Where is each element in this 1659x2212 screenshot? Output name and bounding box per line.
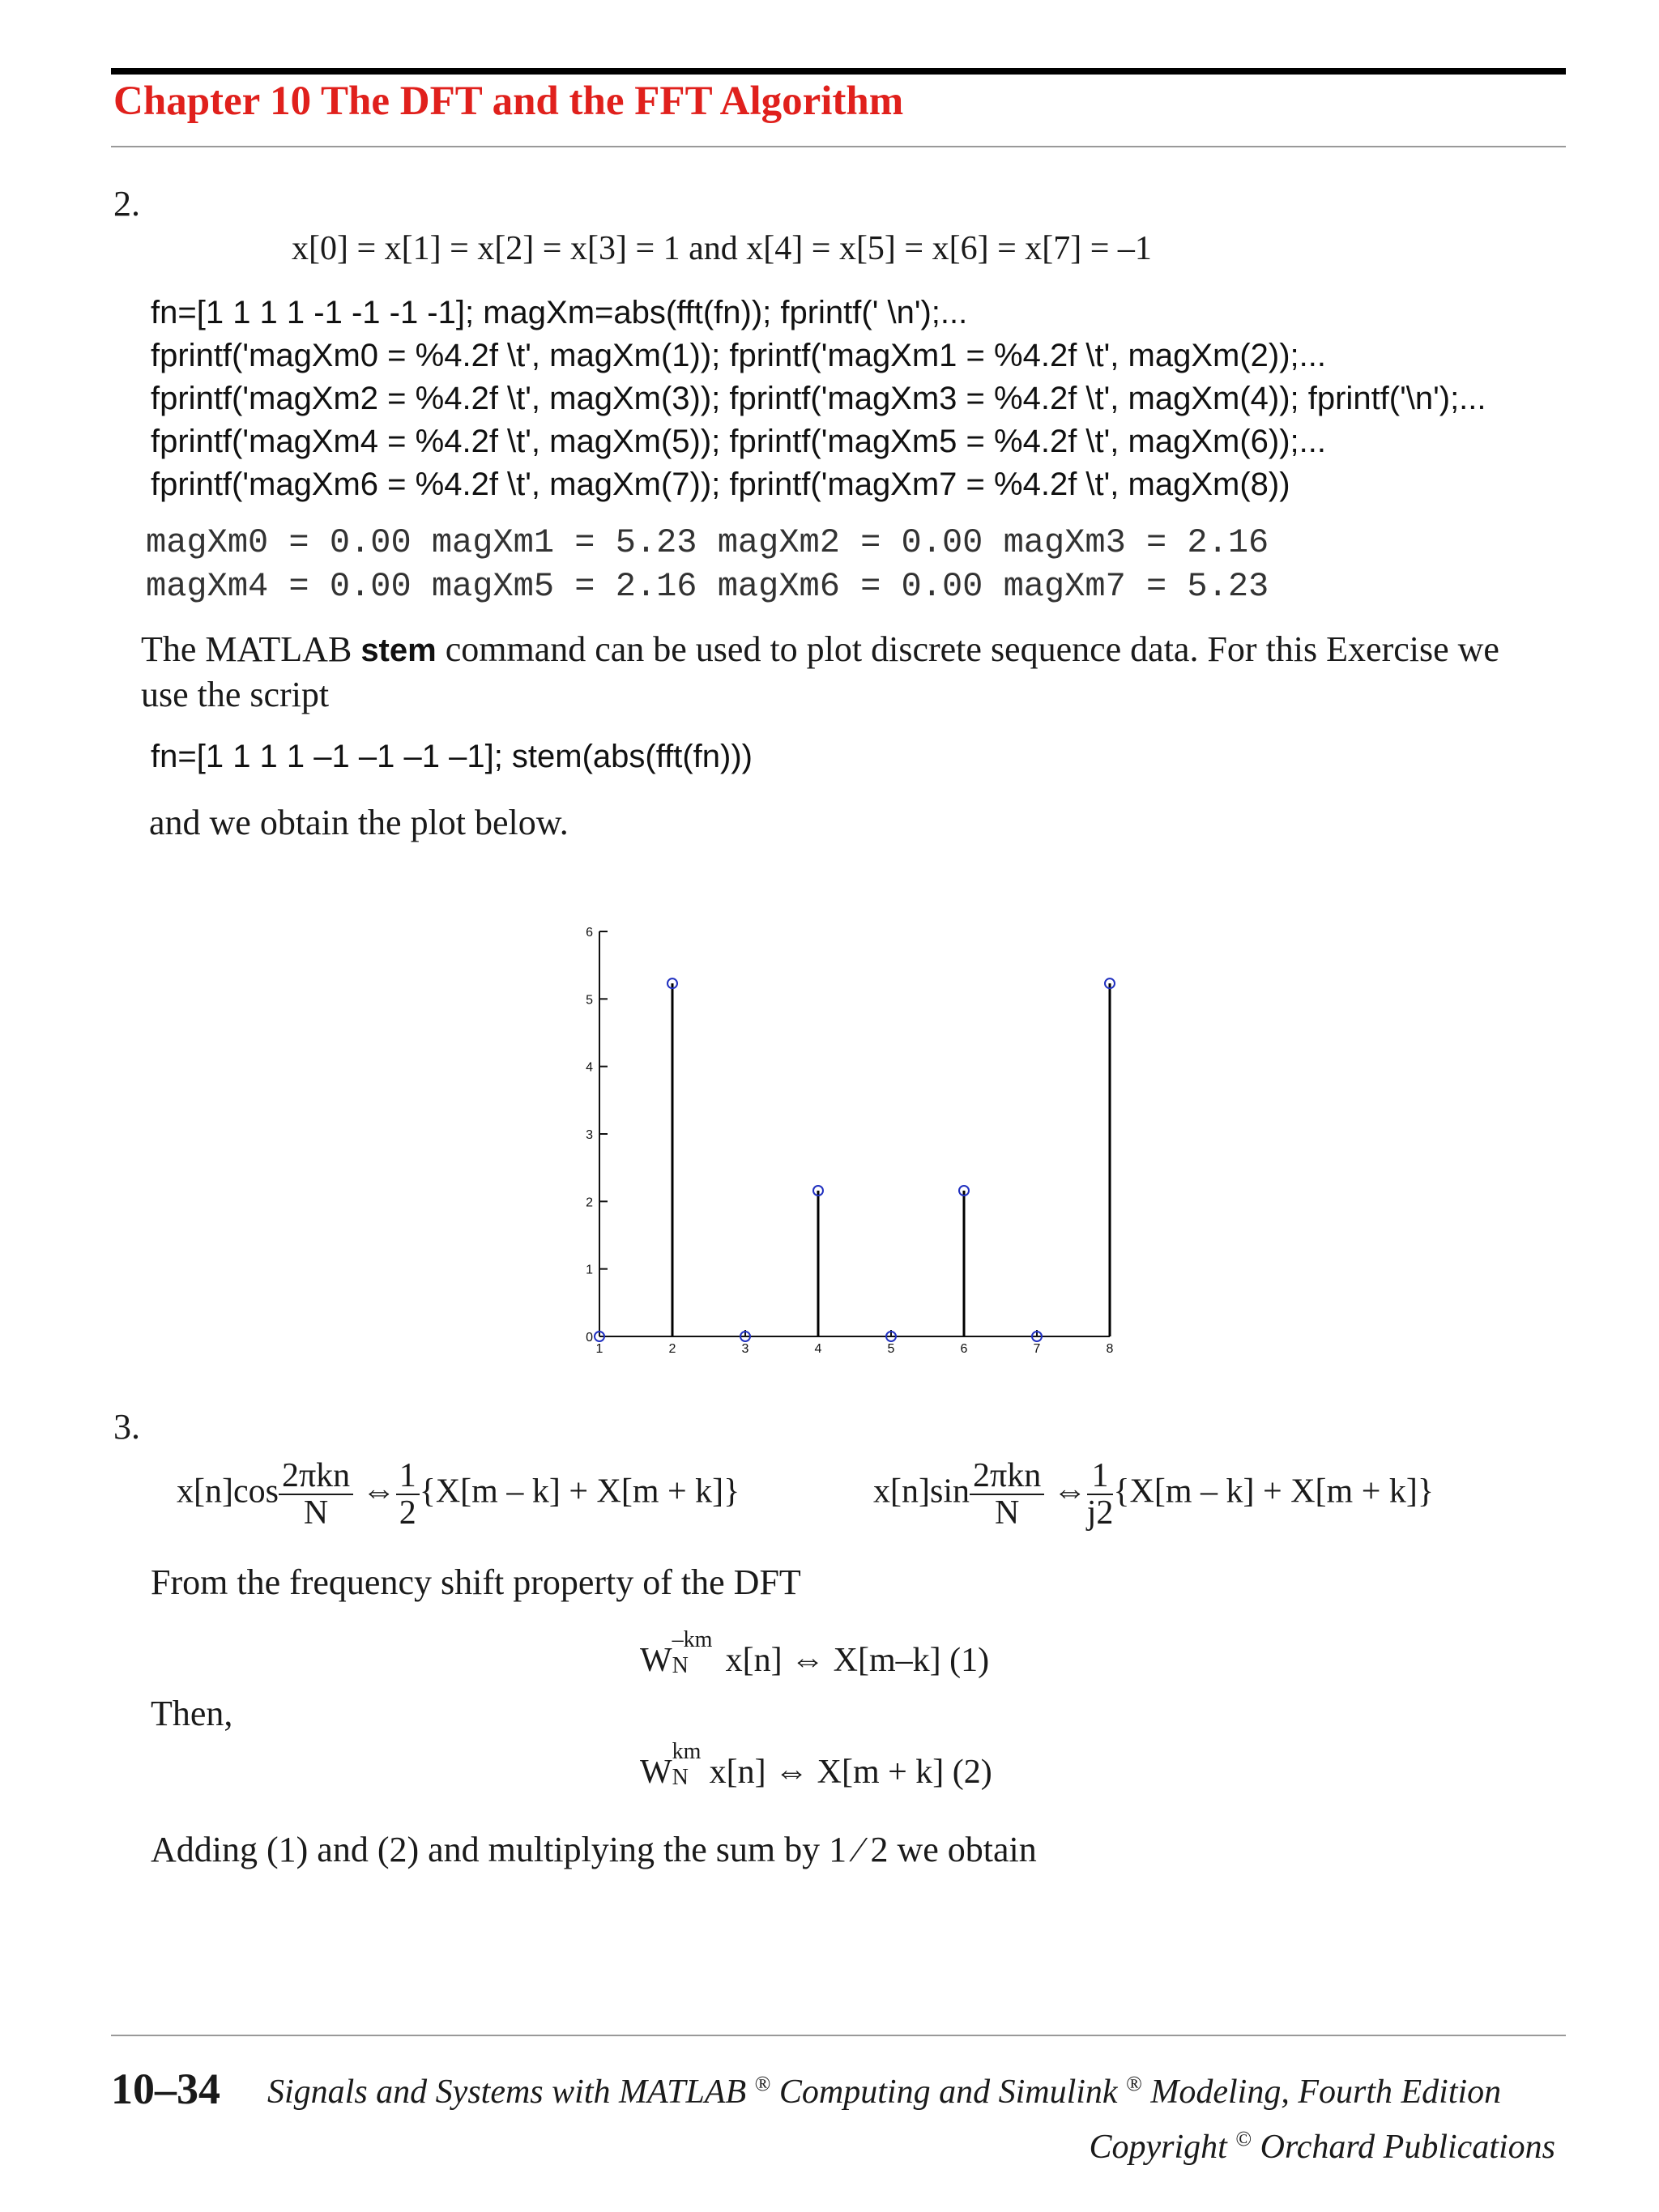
registered-mark: ® — [1126, 2072, 1142, 2095]
fraction-numerator: 2πkn — [970, 1458, 1044, 1495]
sin-lhs: x[n]sin — [873, 1473, 970, 1511]
y-tick-label: 2 — [586, 1196, 593, 1210]
frequency-shift-text: From the frequency shift property of the DFT — [151, 1562, 801, 1602]
stem-description-line-1 — [141, 629, 1499, 670]
stem-plot — [559, 915, 1142, 1369]
cos-modulation-equation — [177, 1458, 740, 1531]
cos-rhs: {X[m – k] + X[m + k]} — [419, 1473, 740, 1511]
then-text: Then, — [151, 1694, 233, 1733]
y-tick-label: 0 — [586, 1331, 593, 1345]
fraction-numerator: 2πkn — [279, 1458, 353, 1495]
w-superscript: km — [672, 1739, 702, 1764]
x-tick-label: 6 — [960, 1342, 968, 1356]
x-tick-label: 4 — [814, 1342, 822, 1356]
sin-fraction — [970, 1458, 1044, 1531]
half-fraction — [396, 1458, 420, 1531]
code-line-5: fprintf('magXm6 = %4.2f \t', magXm(7)); fprintf('magXm7 = %4.2f \t', magXm(8)) — [151, 467, 1290, 502]
text-part: command can be used to plot discrete sequence data. For this Exercise we — [436, 629, 1499, 669]
output-line-1: magXm0 = 0.00 magXm1 = 5.23 magXm2 = 0.00 magXm3 = 2.16 — [146, 523, 1269, 562]
equation-1-rest: x[n] ⇔ X[m–k] (1) — [725, 1642, 990, 1679]
equivalence-arrow: ⇔ — [1052, 1473, 1087, 1511]
x-tick-label: 7 — [1033, 1342, 1041, 1356]
book-title — [267, 2072, 1501, 2112]
x-tick-label: 2 — [668, 1342, 676, 1356]
copyright-line — [1090, 2127, 1556, 2167]
w-indices — [672, 1627, 726, 1678]
cos-lhs: x[n]cos — [177, 1473, 279, 1511]
fraction-denominator: 2 — [399, 1494, 416, 1532]
exercise-number-3: 3. — [113, 1407, 140, 1447]
footer-divider — [111, 2035, 1566, 2036]
title-part: Signals and Systems with MATLAB — [267, 2073, 747, 2111]
equation-2 — [640, 1739, 992, 1792]
title-part: Modeling, Fourth Edition — [1141, 2073, 1502, 2111]
code-line-3: fprintf('magXm2 = %4.2f \t', magXm(3)); fprintf('magXm3 = %4.2f \t', magXm(4)); fprintf('\n');... — [151, 381, 1486, 416]
exercise-number-2: 2. — [113, 184, 140, 224]
page-number: 10–34 — [111, 2065, 220, 2113]
y-tick-label: 1 — [586, 1263, 593, 1277]
w-subscript: N — [672, 1765, 689, 1790]
equivalence-arrow: ⇔ — [361, 1473, 396, 1511]
cos-fraction — [279, 1458, 353, 1531]
header-divider — [111, 146, 1566, 147]
sin-rhs: {X[m – k] + X[m + k]} — [1113, 1473, 1435, 1511]
equation-1 — [640, 1627, 990, 1680]
x-tick-label: 3 — [741, 1342, 749, 1356]
text-part: The MATLAB — [141, 629, 361, 669]
code-line-1: fn=[1 1 1 1 -1 -1 -1 -1]; magXm=abs(fft(fn)); fprintf(' \n');... — [151, 295, 968, 330]
plot-intro-text: and we obtain the plot below. — [149, 803, 569, 842]
w-subscript: N — [672, 1653, 689, 1678]
w-symbol: W — [640, 1642, 672, 1679]
w-indices — [672, 1739, 710, 1790]
top-rule — [111, 68, 1566, 75]
registered-mark: ® — [754, 2072, 771, 2095]
title-part: Computing and Simulink — [770, 2073, 1118, 2111]
chapter-title: Chapter 10 The DFT and the FFT Algorithm — [113, 79, 904, 124]
code-line-4: fprintf('magXm4 = %4.2f \t', magXm(5)); fprintf('magXm5 = %4.2f \t', magXm(6));... — [151, 424, 1326, 459]
adding-text: Adding (1) and (2) and multiplying the sum by 1 ⁄ 2 we obtain — [151, 1830, 1037, 1869]
j2-fraction — [1087, 1458, 1114, 1531]
code-line-2: fprintf('magXm0 = %4.2f \t', magXm(1)); fprintf('magXm1 = %4.2f \t', magXm(2));... — [151, 338, 1326, 373]
w-symbol: W — [640, 1754, 672, 1791]
x-tick-label: 1 — [595, 1342, 603, 1356]
y-tick-label: 3 — [586, 1128, 593, 1142]
stem-keyword: stem — [360, 633, 437, 668]
fraction-numerator: 1 — [1087, 1458, 1114, 1495]
x-tick-label: 8 — [1106, 1342, 1114, 1356]
fraction-numerator: 1 — [396, 1458, 420, 1495]
copyright-symbol: © — [1235, 2127, 1252, 2150]
y-tick-label: 5 — [586, 993, 593, 1008]
y-tick-label: 4 — [586, 1060, 593, 1075]
x-tick-label: 5 — [887, 1342, 895, 1356]
output-line-2: magXm4 = 0.00 magXm5 = 2.16 magXm6 = 0.00 magXm7 = 5.23 — [146, 567, 1269, 606]
given-equation: x[0] = x[1] = x[2] = x[3] = 1 and x[4] = x[5] = x[6] = x[7] = –1 — [292, 230, 1152, 267]
sin-modulation-equation — [873, 1458, 1434, 1531]
fraction-denominator: N — [994, 1494, 1020, 1532]
fraction-denominator: N — [303, 1494, 329, 1532]
publisher: Orchard Publications — [1252, 2129, 1555, 2166]
fraction-denominator: j2 — [1086, 1494, 1114, 1532]
stem-script-line: fn=[1 1 1 1 –1 –1 –1 –1]; stem(abs(fft(fn))) — [151, 739, 753, 774]
y-tick-label: 6 — [586, 926, 593, 940]
w-superscript: –km — [672, 1627, 713, 1652]
stem-description-line-2: use the script — [141, 675, 330, 714]
copyright-label: Copyright — [1089, 2129, 1227, 2166]
equation-2-rest: x[n] ⇔ X[m + k] (2) — [709, 1754, 992, 1791]
